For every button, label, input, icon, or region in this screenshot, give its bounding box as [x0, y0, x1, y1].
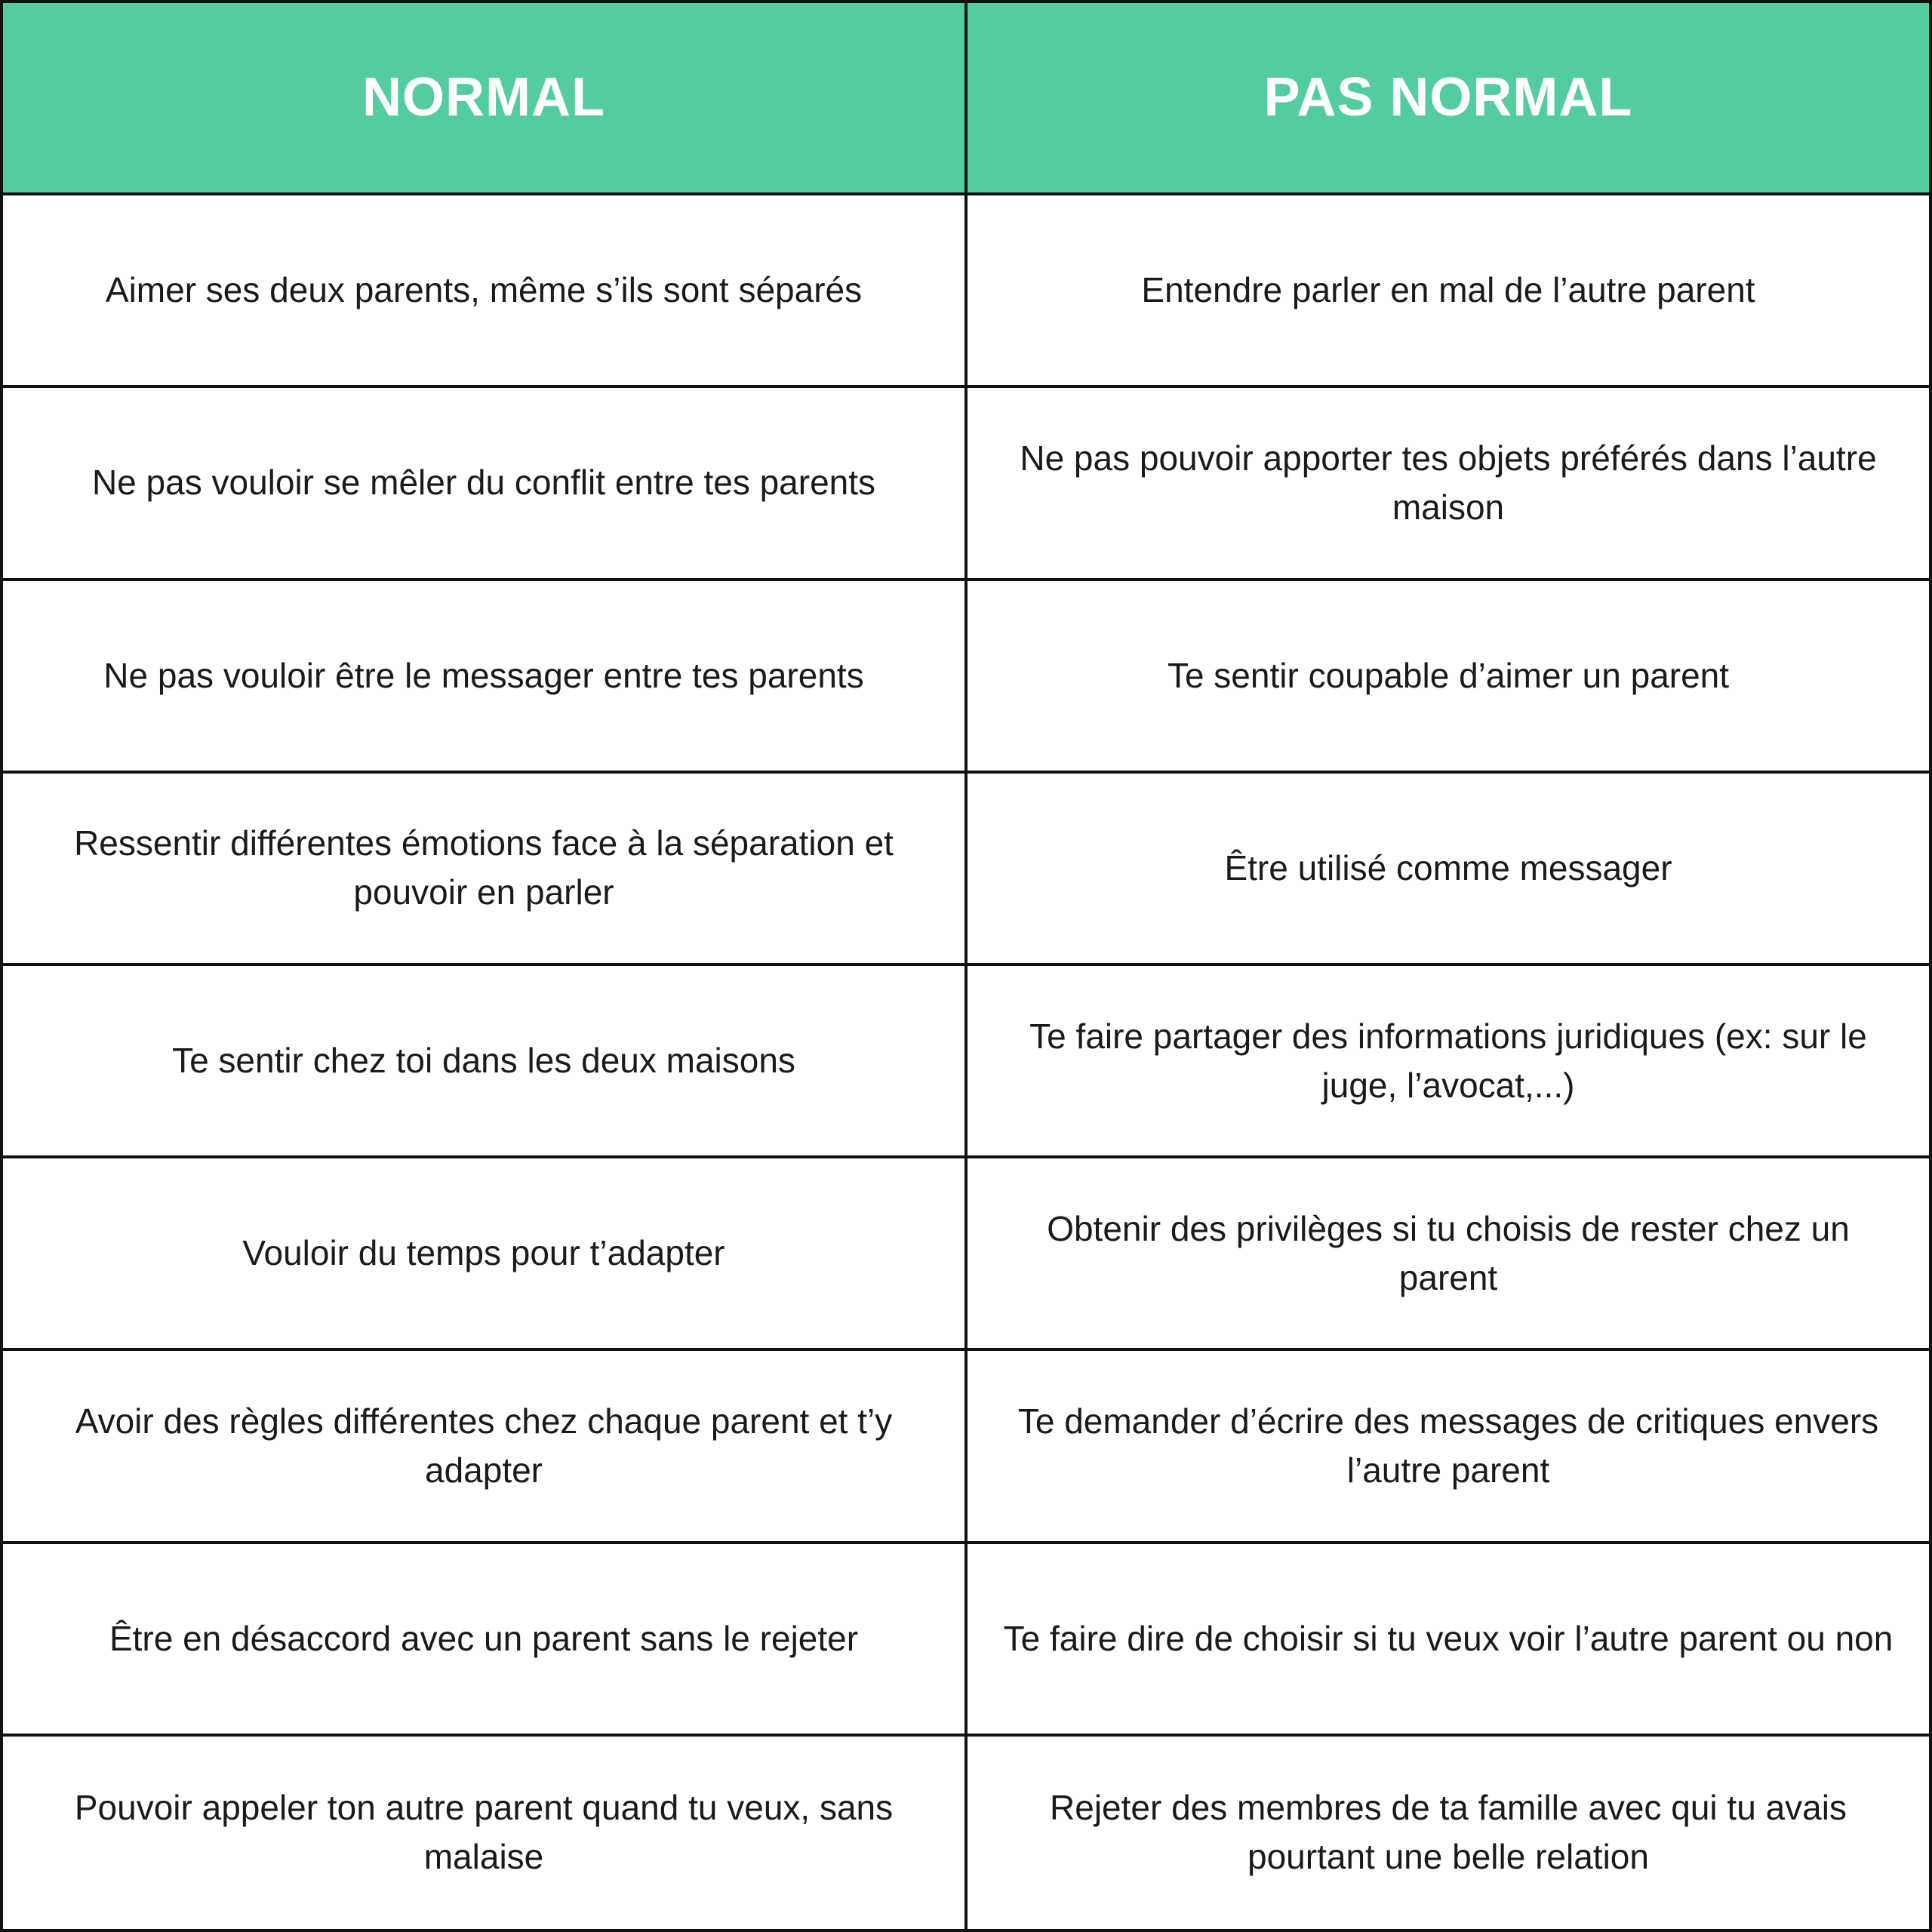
pas-normal-cell: Rejeter des membres de ta famille avec qui tu avais pourtant une belle relation	[968, 1737, 1929, 1929]
normal-cell: Ne pas vouloir se mêler du conflit entre tes parents	[3, 388, 968, 580]
pas-normal-cell: Ne pas pouvoir apporter tes objets préférés dans l’autre maison	[968, 388, 1929, 580]
normal-cell: Te sentir chez toi dans les deux maisons	[3, 966, 968, 1158]
normal-cell: Ne pas vouloir être le messager entre tes parents	[3, 581, 968, 774]
pas-normal-cell: Te demander d’écrire des messages de critiques envers l’autre parent	[968, 1351, 1929, 1543]
normal-cell: Pouvoir appeler ton autre parent quand tu veux, sans malaise	[3, 1737, 968, 1929]
normal-cell: Aimer ses deux parents, même s’ils sont séparés	[3, 195, 968, 388]
pas-normal-cell: Être utilisé comme messager	[968, 774, 1929, 966]
header-pas-normal: PAS NORMAL	[968, 3, 1929, 195]
pas-normal-cell: Te faire dire de choisir si tu veux voir l’autre parent ou non	[968, 1544, 1929, 1737]
normal-cell: Vouloir du temps pour t’adapter	[3, 1158, 968, 1351]
pas-normal-cell: Te sentir coupable d’aimer un parent	[968, 581, 1929, 774]
pas-normal-cell: Obtenir des privilèges si tu choisis de rester chez un parent	[968, 1158, 1929, 1351]
header-normal: NORMAL	[3, 3, 968, 195]
pas-normal-cell: Te faire partager des informations juridiques (ex: sur le juge, l’avocat,...)	[968, 966, 1929, 1158]
normal-cell: Ressentir différentes émotions face à la séparation et pouvoir en parler	[3, 774, 968, 966]
pas-normal-cell: Entendre parler en mal de l’autre parent	[968, 195, 1929, 388]
normal-cell: Être en désaccord avec un parent sans le rejeter	[3, 1544, 968, 1737]
normal-cell: Avoir des règles différentes chez chaque parent et t’y adapter	[3, 1351, 968, 1543]
